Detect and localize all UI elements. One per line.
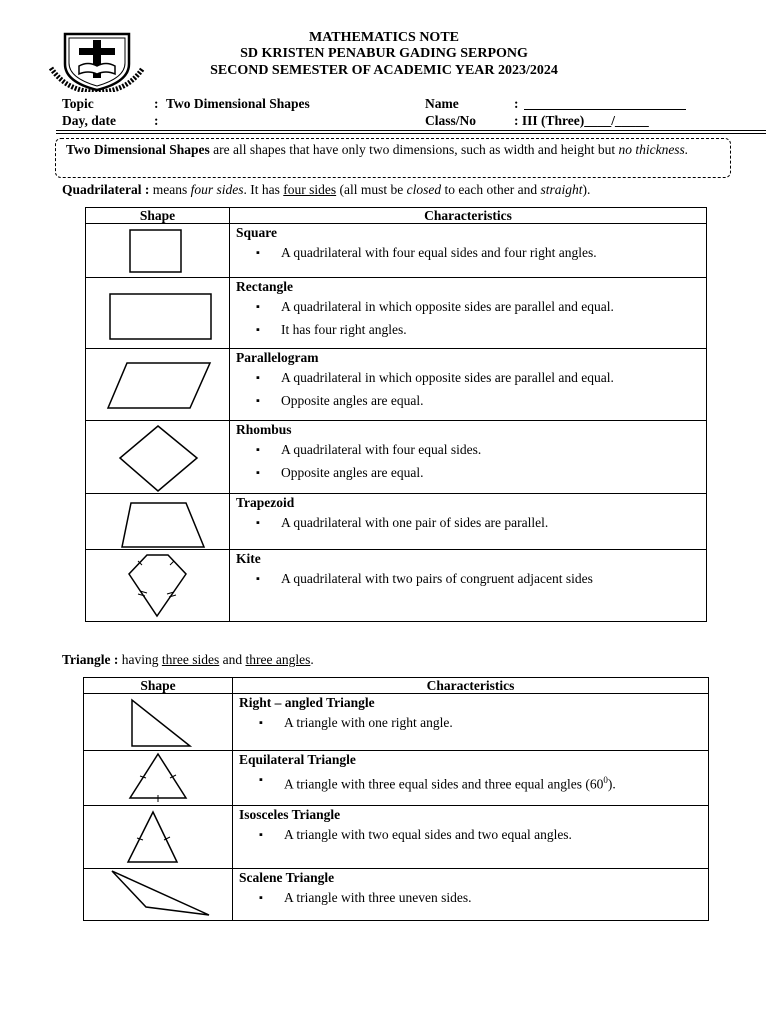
shape-name: Scalene Triangle bbox=[239, 870, 335, 885]
trapezoid-icon bbox=[86, 494, 229, 550]
shape-name: Square bbox=[236, 225, 278, 240]
list-item: ▪ A quadrilateral in which opposite sides are parallel and equal. bbox=[236, 299, 706, 315]
char-cell bbox=[233, 806, 709, 869]
intro-text: ). bbox=[582, 182, 591, 197]
list-item bbox=[239, 772, 708, 793]
shape-cell bbox=[84, 751, 233, 806]
intro-text: having bbox=[118, 652, 162, 667]
intro-text: (all must be bbox=[336, 182, 407, 197]
table-row bbox=[84, 694, 709, 751]
definition-box bbox=[55, 138, 731, 178]
char-cell bbox=[233, 751, 709, 806]
shape-cell bbox=[84, 806, 233, 869]
list-item: ▪ It has four right angles. bbox=[236, 322, 706, 338]
quadrilateral-intro bbox=[62, 182, 590, 198]
table-row bbox=[86, 278, 707, 349]
table-row bbox=[84, 869, 709, 921]
char-cell bbox=[230, 349, 707, 421]
rectangle-icon bbox=[86, 278, 229, 349]
list-item: ▪ A quadrilateral with four equal sides and four right angles. bbox=[236, 245, 706, 261]
intro-underline: three angles bbox=[245, 652, 311, 667]
divider-line-2 bbox=[56, 133, 766, 134]
topic-sep: : bbox=[154, 96, 159, 111]
school-name: SD KRISTEN PENABUR GADING SERPONG bbox=[240, 46, 528, 61]
doc-title: MATHEMATICS NOTE bbox=[309, 30, 459, 45]
shape-cell bbox=[86, 278, 230, 349]
intro-text: and bbox=[219, 652, 246, 667]
name-field-line[interactable] bbox=[524, 109, 686, 110]
list-item: ▪ A quadrilateral with one pair of sides are parallel. bbox=[236, 515, 706, 531]
list-item-tail: ). bbox=[607, 776, 616, 792]
shape-cell bbox=[86, 494, 230, 550]
shape-name: Equilateral Triangle bbox=[239, 752, 356, 767]
shape-cell bbox=[86, 550, 230, 622]
isosceles-triangle-icon bbox=[84, 806, 232, 869]
class-label: Class/No bbox=[425, 113, 477, 128]
table-row bbox=[86, 550, 707, 622]
square-icon bbox=[86, 224, 229, 278]
triangle-table bbox=[83, 677, 709, 921]
col-header-characteristics: Characteristics bbox=[233, 678, 709, 694]
table-row bbox=[86, 349, 707, 421]
list-item: ▪ A triangle with one right angle. bbox=[239, 715, 708, 731]
intro-underline: three sides bbox=[161, 652, 220, 667]
intro-text: to each other and bbox=[441, 182, 541, 197]
rhombus-icon bbox=[86, 421, 229, 494]
name-label: Name bbox=[425, 96, 459, 111]
intro-italic: closed bbox=[406, 182, 442, 197]
day-sep: : bbox=[154, 113, 159, 128]
shape-name: Kite bbox=[236, 551, 261, 566]
quadrilateral-table bbox=[85, 207, 707, 622]
intro-text: means bbox=[149, 182, 191, 197]
list-item: ▪ A quadrilateral in which opposite sides are parallel and equal. bbox=[236, 370, 706, 386]
table-header-row bbox=[86, 208, 707, 224]
topic-label: Topic bbox=[62, 96, 94, 111]
char-cell bbox=[230, 224, 707, 278]
shape-name: Rectangle bbox=[236, 279, 293, 294]
shape-name: Rhombus bbox=[236, 422, 292, 437]
shape-cell bbox=[86, 224, 230, 278]
name-sep: : bbox=[514, 96, 519, 111]
equilateral-triangle-icon bbox=[84, 751, 232, 806]
shape-name: Right – angled Triangle bbox=[239, 695, 375, 710]
triangle-label: Triangle : bbox=[62, 652, 119, 667]
table-row bbox=[84, 751, 709, 806]
right-triangle-icon bbox=[84, 694, 232, 751]
table-row bbox=[86, 494, 707, 550]
char-cell bbox=[230, 278, 707, 349]
divider-line bbox=[56, 130, 766, 131]
table-row bbox=[86, 421, 707, 494]
char-cell bbox=[230, 550, 707, 622]
list-item: ▪ A quadrilateral with two pairs of congruent adjacent sides bbox=[236, 571, 706, 587]
table-header-row bbox=[84, 678, 709, 694]
table-row bbox=[84, 806, 709, 869]
shape-name: Trapezoid bbox=[236, 495, 295, 510]
shape-cell bbox=[84, 869, 233, 921]
table-row bbox=[86, 224, 707, 278]
definition-italic: no thickness. bbox=[618, 142, 689, 157]
list-item: ▪ Opposite angles are equal. bbox=[236, 465, 706, 481]
intro-text: . It has bbox=[243, 182, 284, 197]
intro-text: . bbox=[310, 652, 314, 667]
superscript: 0 bbox=[603, 775, 608, 785]
list-item: ▪ Opposite angles are equal. bbox=[236, 393, 706, 409]
intro-underline: four sides bbox=[283, 182, 337, 197]
semester-line: SECOND SEMESTER OF ACADEMIC YEAR 2023/2024 bbox=[210, 63, 558, 78]
list-item: ▪ A quadrilateral with four equal sides. bbox=[236, 442, 706, 458]
scalene-triangle-icon bbox=[84, 869, 232, 921]
intro-italic: straight bbox=[540, 182, 583, 197]
char-cell bbox=[230, 421, 707, 494]
col-header-characteristics: Characteristics bbox=[230, 208, 707, 224]
shape-cell bbox=[86, 421, 230, 494]
list-item: ▪ A triangle with two equal sides and two equal angles. bbox=[239, 827, 708, 843]
triangle-intro bbox=[62, 652, 314, 668]
char-cell bbox=[230, 494, 707, 550]
definition-text: are all shapes that have only two dimensions, such as width and height but bbox=[209, 142, 619, 157]
char-cell bbox=[233, 869, 709, 921]
shape-name: Parallelogram bbox=[236, 350, 319, 365]
intro-italic: four sides bbox=[190, 182, 244, 197]
list-item-text: A triangle with three equal sides and three equal angles (60 bbox=[284, 776, 604, 792]
quadrilateral-label: Quadrilateral : bbox=[62, 182, 150, 197]
parallelogram-icon bbox=[86, 349, 229, 421]
day-label: Day, date bbox=[62, 113, 116, 128]
shape-cell bbox=[86, 349, 230, 421]
class-value: : III (Three)____/_____ bbox=[514, 113, 649, 128]
kite-icon bbox=[86, 550, 229, 622]
shape-cell bbox=[84, 694, 233, 751]
topic-value: Two Dimensional Shapes bbox=[166, 96, 310, 111]
shape-name: Isosceles Triangle bbox=[239, 807, 341, 822]
definition-term: Two Dimensional Shapes bbox=[66, 142, 210, 157]
col-header-shape: Shape bbox=[84, 678, 233, 694]
char-cell bbox=[233, 694, 709, 751]
list-item: ▪ A triangle with three uneven sides. bbox=[239, 890, 708, 906]
col-header-shape: Shape bbox=[86, 208, 230, 224]
